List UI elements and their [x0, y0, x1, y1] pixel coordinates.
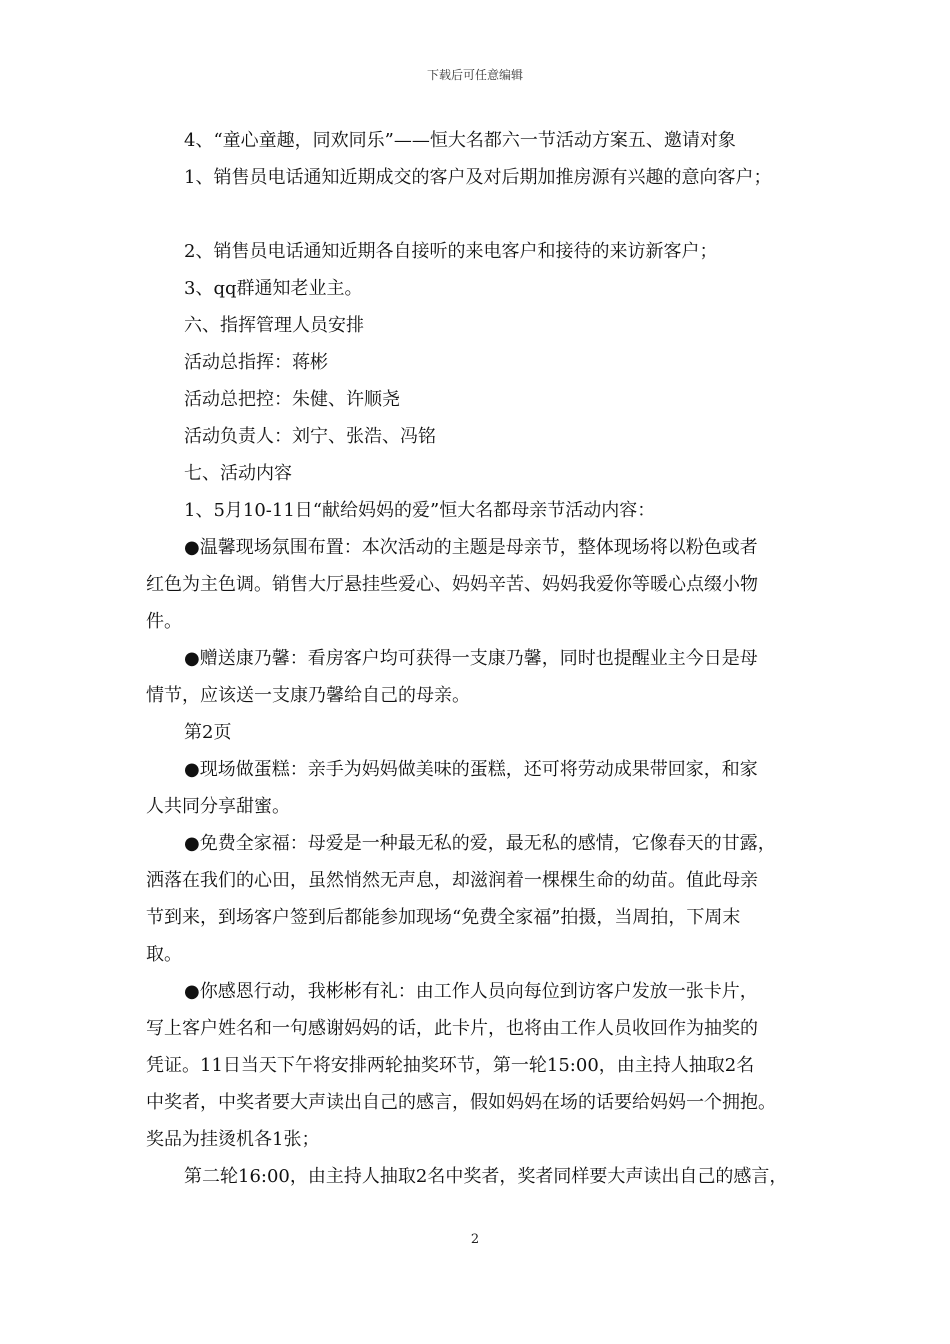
text-line: 红色为主色调。销售大厅悬挂些爱心、妈妈辛苦、妈妈我爱你等暖心点缀小物: [146, 574, 758, 595]
section-heading: 七、活动内容: [184, 463, 292, 484]
text-line: 洒落在我们的心田，虽然悄然无声息，却滋润着一棵棵生命的幼苗。值此母亲: [146, 870, 758, 891]
text-line: ●温馨现场氛围布置：本次活动的主题是母亲节，整体现场将以粉色或者: [184, 537, 758, 558]
section-heading: 六、指挥管理人员安排: [184, 315, 364, 336]
text-line: 2、销售员电话通知近期各自接听的来电客户和接待的来访新客户；: [184, 241, 718, 262]
page-marker: 第2页: [184, 722, 232, 743]
text-line: 奖品为挂烫机各1张；: [146, 1129, 320, 1150]
text-line: ●免费全家福：母爱是一种最无私的爱，最无私的感情，它像春天的甘露，: [184, 833, 776, 854]
text-line: 3、qq群通知老业主。: [184, 278, 363, 299]
text-line: 4、“童心童趣，同欢同乐”——恒大名都六一节活动方案五、邀请对象: [184, 130, 736, 151]
text-line: 情节，应该送一支康乃馨给自己的母亲。: [146, 685, 470, 706]
page-header: 下载后可任意编辑: [426, 68, 523, 82]
text-line: 件。: [146, 611, 182, 632]
text-line: 活动总把控：朱健、许顺尧: [184, 389, 400, 410]
text-line: ●赠送康乃馨：看房客户均可获得一支康乃馨，同时也提醒业主今日是母: [184, 648, 758, 669]
text-line: 凭证。11日当天下午将安排两轮抽奖环节，第一轮15:00，由主持人抽取2名: [146, 1055, 755, 1076]
text-line: 中奖者，中奖者要大声读出自己的感言，假如妈妈在场的话要给妈妈一个拥抱。: [146, 1092, 776, 1113]
text-line: 1、5月10-11日“献给妈妈的爱”恒大名都母亲节活动内容：: [184, 500, 656, 521]
page-number: 2: [470, 1232, 480, 1247]
text-line: ●现场做蛋糕：亲手为妈妈做美味的蛋糕，还可将劳动成果带回家，和家: [184, 759, 758, 780]
text-line: 人共同分享甜蜜。: [146, 796, 290, 817]
text-line: 节到来，到场客户签到后都能参加现场“免费全家福”拍摄，当周拍，下周末: [146, 907, 741, 928]
text-line: 取。: [146, 944, 182, 965]
text-line: 第二轮16:00，由主持人抽取2名中奖者，奖者同样要大声读出自己的感言，: [184, 1166, 788, 1187]
text-line: ●你感恩行动，我彬彬有礼：由工作人员向每位到访客户发放一张卡片，: [184, 981, 758, 1002]
text-line: 活动总指挥：蒋彬: [184, 352, 328, 373]
text-line: 写上客户姓名和一句感谢妈妈的话，此卡片，也将由工作人员收回作为抽奖的: [146, 1018, 758, 1039]
text-line: 活动负责人：刘宁、张浩、冯铭: [184, 426, 436, 447]
text-line: 1、销售员电话通知近期成交的客户及对后期加推房源有兴趣的意向客户；: [184, 167, 772, 188]
